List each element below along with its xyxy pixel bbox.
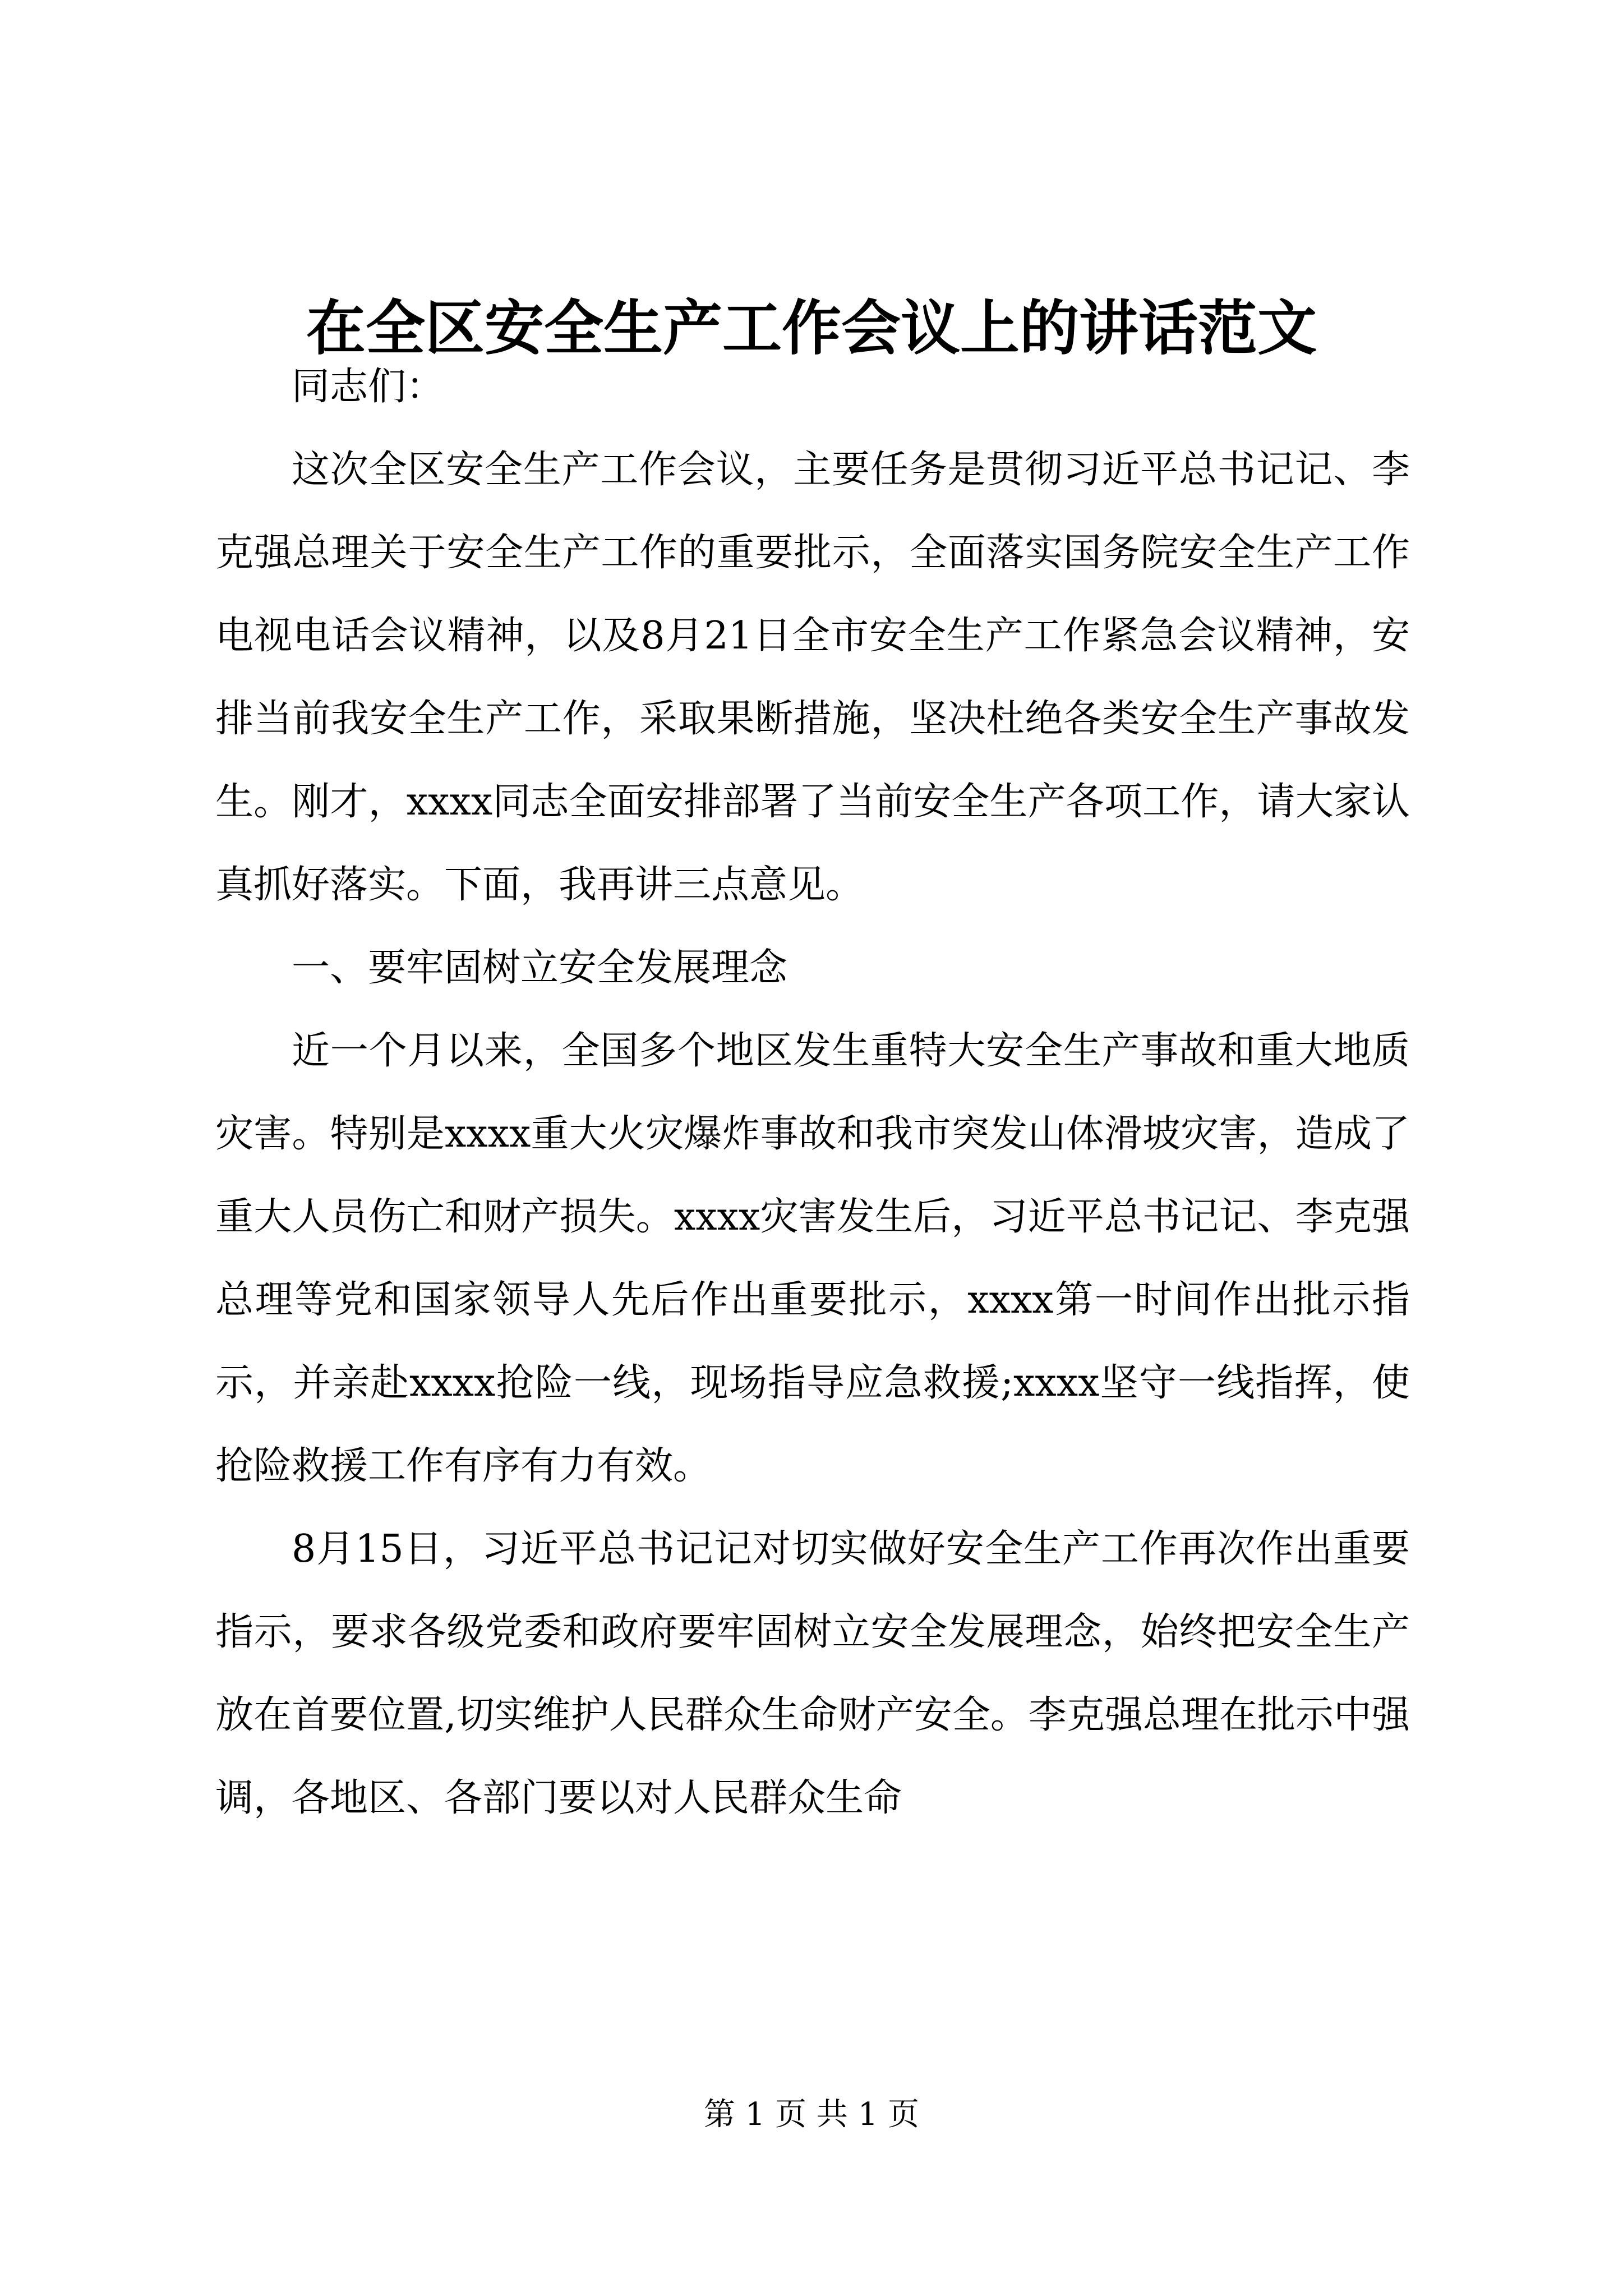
salutation-paragraph: 同志们： [292,365,445,409]
section-heading: 一、要牢固树立安全发展理念 [292,946,788,990]
body-paragraph: 8月15日，习近平总书记记对切实做好安全生产工作再次作出重要指示，要求各级党委和政府要牢固树立安全发展理念，始终把安全生产放在首要位置,切实维护人民群众生命财产安全。李克强总理在批示中强调，各地区、各部门要以对人民群众生命 [215,1527,1410,1820]
page-footer: 第 1 页 共 1 页 [703,2096,920,2133]
body-paragraph: 这次全区安全生产工作会议，主要任务是贯彻习近平总书记记、李克强总理关于安全生产工作的重要批示，全面落实国务院安全生产工作电视电话会议精神，以及8月21日全市安全生产工作紧急会议精神，安排当前我安全生产工作，采取果断措施，坚决杜绝各类安全生产事故发生。刚才，xxxx同志全面安排部署了当前安全生产各项工作，请大家认真抓好落实。下面，我再讲三点意见。 [215,448,1410,907]
document-body [215,346,1410,1840]
body-paragraph: 近一个月以来，全国多个地区发生重特大安全生产事故和重大地质灾害。特别是xxxx重大火灾爆炸事故和我市突发山体滑坡灾害，造成了重大人员伤亡和财产损失。xxxx灾害发生后，习近平总书记记、李克强总理等党和国家领导人先后作出重要批示，xxxx第一时间作出批示指示，并亲赴xxxx抢险一线，现场指导应急救援;xxxx坚守一线指挥，使抢险救援工作有序有力有效。 [215,1029,1410,1488]
document-title: 在全区安全生产工作会议上的讲话范文 [306,293,1317,363]
